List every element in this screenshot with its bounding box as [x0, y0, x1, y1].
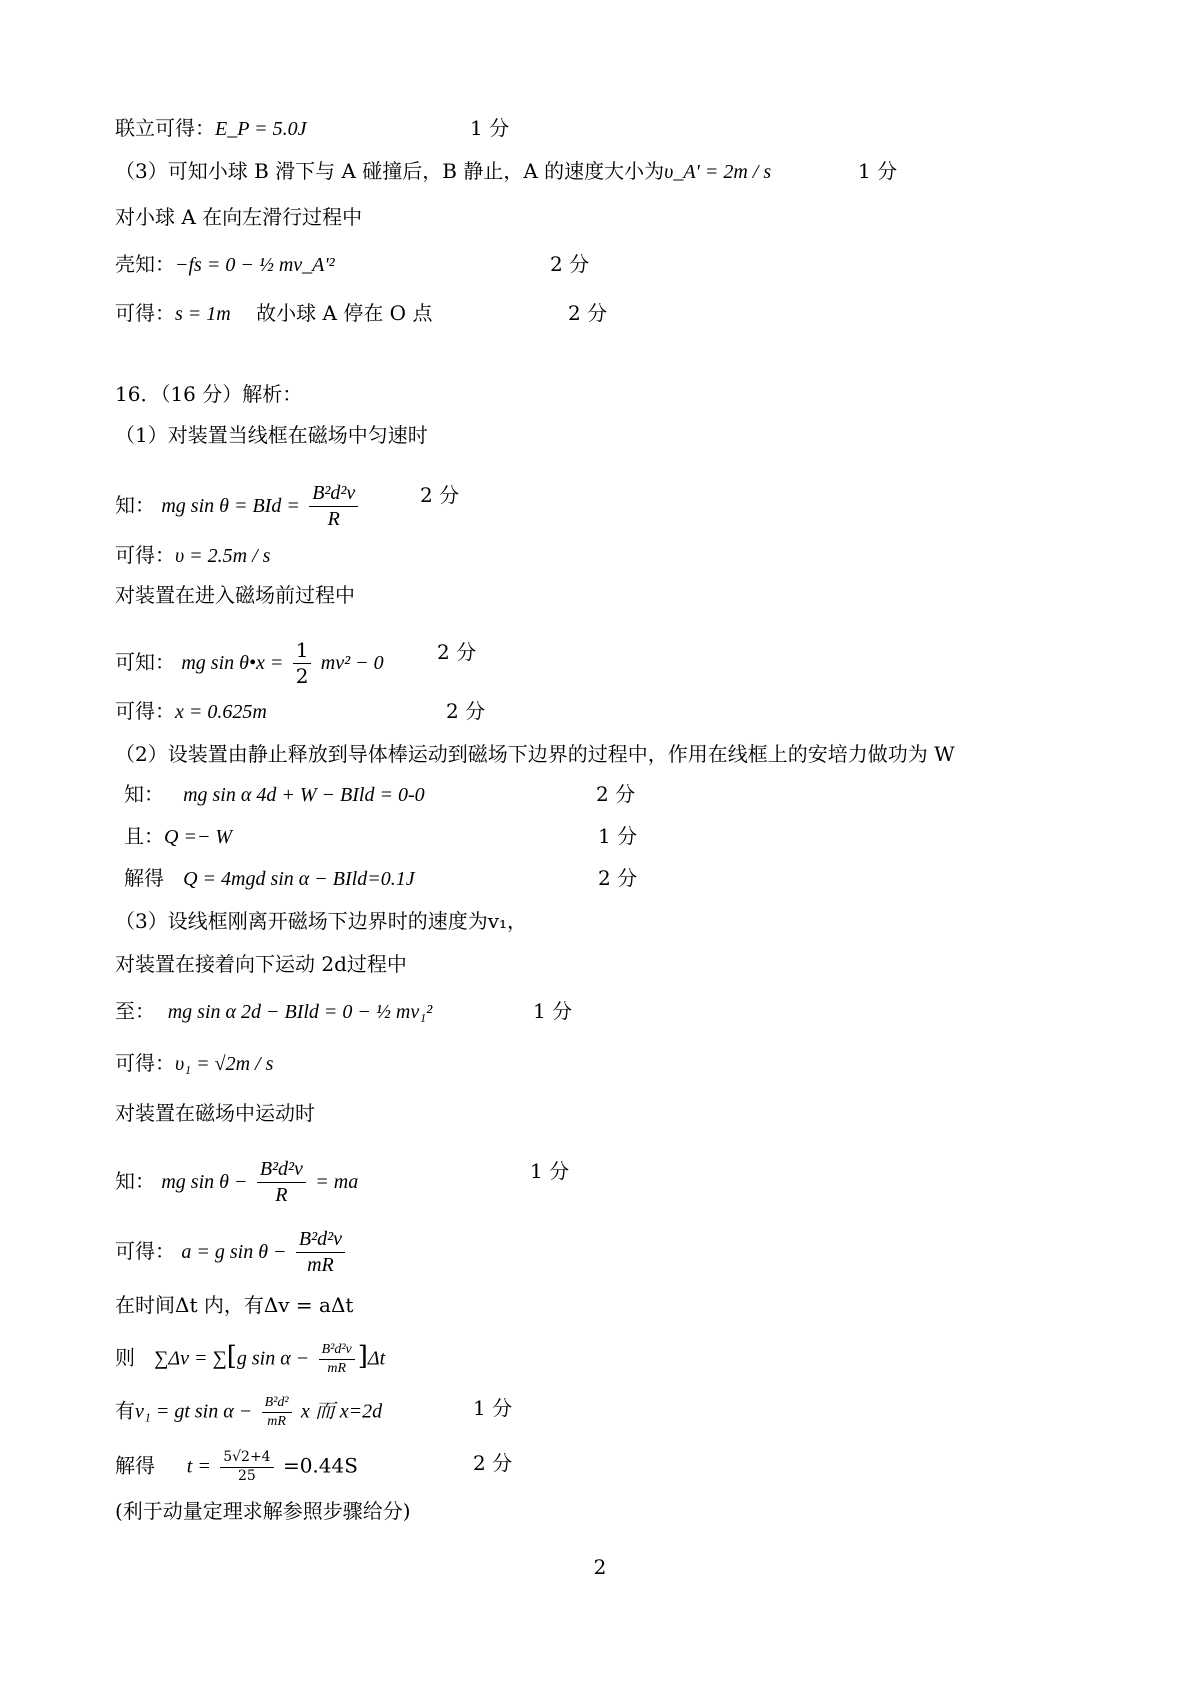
label: 知： [115, 1169, 155, 1193]
label: 至： [115, 999, 155, 1023]
label: 有 [115, 1398, 135, 1423]
equation-inner: g sin α − [236, 1347, 310, 1370]
fraction [257, 1157, 306, 1208]
score: 1 分 [858, 159, 898, 183]
equation-line [124, 780, 425, 809]
equation-lhs: a = g sin θ − [181, 1241, 287, 1263]
denominator: mR [327, 1360, 346, 1376]
page-number: 2 [593, 1555, 607, 1579]
label: 则 [115, 1345, 135, 1370]
score: 1 分 [598, 824, 638, 848]
label: 联立可得： [115, 116, 215, 140]
text-line [115, 541, 270, 570]
equation-line [124, 822, 232, 851]
text: （3）可知小球 B 滑下与 A 碰撞后，B 静止，A 的速度大小为 [115, 159, 665, 183]
equation-lhs: mg sin θ•x = [181, 652, 284, 674]
label: 可得： [115, 1051, 175, 1075]
equation-lhs: ∑Δv = ∑ [154, 1347, 227, 1370]
equation-rhs: =0.44S [282, 1453, 358, 1478]
equation-lhs: mg sin θ − [161, 1171, 248, 1193]
fraction [220, 1449, 273, 1485]
denominator: mR [307, 1254, 334, 1276]
equation: s = 1m [175, 303, 231, 325]
equation: Q =− W [164, 826, 233, 848]
score: 2 分 [550, 252, 590, 276]
score: 2 分 [598, 866, 638, 890]
score: 2 分 [473, 1451, 513, 1475]
fraction [293, 638, 312, 689]
score: 1 分 [470, 116, 510, 140]
label: 可知： [115, 650, 175, 674]
text-line: 对装置在接着向下运动 2d过程中 [115, 952, 407, 976]
right-bracket: ] [357, 1341, 368, 1372]
label: 且： [124, 824, 164, 848]
equation: υ = 2.5m / s [175, 545, 271, 567]
text-line: 对装置在磁场中运动时 [115, 1101, 315, 1125]
label: 可得： [115, 301, 175, 325]
equation-lhs: mg sin θ = BId = [161, 495, 300, 517]
fraction [296, 1227, 345, 1278]
equation: x = 0.625m [175, 701, 267, 723]
score: 1 分 [533, 999, 573, 1023]
numerator: 1 [293, 638, 312, 664]
equation-rhs: = ma [315, 1171, 359, 1193]
text-line [115, 299, 432, 328]
text-line: 在时间Δt 内，有Δv = aΔt [115, 1293, 354, 1317]
text-line [115, 697, 267, 726]
text-line [115, 157, 771, 186]
equation-line [115, 638, 384, 689]
denominator: mR [267, 1413, 286, 1429]
equation: −fs = 0 − ½ mv_A'² [175, 254, 335, 276]
label: 可得： [115, 699, 175, 723]
equation-tail: x 而 x=2d [300, 1400, 383, 1423]
label: 知： [124, 782, 164, 806]
numerator: B²d²v [257, 1157, 306, 1183]
fraction [309, 481, 358, 532]
equation-line [115, 1341, 385, 1377]
equation-tail: Δt [367, 1347, 386, 1370]
label: 解得 [124, 866, 164, 890]
equation-line [115, 1157, 358, 1208]
equation-lhs: t = [186, 1455, 211, 1478]
equation: E_P = 5.0J [215, 118, 307, 140]
text-line [115, 1049, 273, 1078]
denominator: R [327, 508, 340, 530]
label: 解得 [115, 1453, 155, 1478]
equation: υ₁ = √2m / s [175, 1053, 274, 1075]
score: 2 分 [596, 782, 636, 806]
left-bracket: [ [226, 1341, 237, 1372]
numerator: B²d²v [296, 1227, 345, 1253]
fraction [262, 1394, 292, 1430]
score: 1 分 [530, 1159, 570, 1183]
label: 知： [115, 493, 155, 517]
label: 可得： [115, 1239, 175, 1263]
numerator: B²d²v [319, 1341, 355, 1360]
score: 2 分 [437, 640, 477, 664]
text-line: 对小球 A 在向左滑行过程中 [115, 205, 363, 229]
equation: Q = 4mgd sin α − BIld=0.1J [183, 868, 415, 890]
text-line [115, 114, 306, 143]
score: 2 分 [568, 301, 608, 325]
part-title: （2）设装置由静止释放到导体棒运动到磁场下边界的过程中，作用在线框上的安培力做功为 W [115, 742, 955, 766]
equation: mg sin α 4d + W − BIld = 0-0 [183, 784, 425, 806]
note: (利于动量定理求解参照步骤给分) [115, 1499, 411, 1523]
numerator: B²d² [262, 1394, 292, 1413]
fraction [319, 1341, 355, 1377]
equation: υ_A' = 2m / s [664, 161, 772, 183]
label: 壳知： [115, 252, 175, 276]
equation-line [115, 1227, 348, 1278]
score: 2 分 [420, 483, 460, 507]
equation-lhs: v₁ = gt sin α − [135, 1400, 253, 1423]
text: 故小球 A 停在 O 点 [256, 301, 433, 325]
numerator: B²d²v [309, 481, 358, 507]
denominator: 2 [295, 664, 309, 688]
denominator: R [275, 1184, 288, 1206]
equation-line [115, 997, 432, 1026]
numerator: 5√2+4 [220, 1449, 273, 1468]
score: 2 分 [446, 699, 486, 723]
part-title: （1）对装置当线框在磁场中匀速时 [115, 423, 428, 447]
equation-line [124, 864, 415, 893]
problem-header: 16．（16 分）解析： [115, 382, 303, 406]
equation-line [115, 1394, 382, 1430]
text-line [115, 250, 335, 279]
equation-rhs: mv² − 0 [320, 652, 384, 674]
equation: mg sin α 2d − BIld = 0 − ½ mv₁² [167, 1001, 433, 1023]
equation-line [115, 481, 361, 532]
equation-line [115, 1449, 358, 1485]
denominator: 25 [237, 1467, 256, 1484]
score: 1 分 [473, 1396, 513, 1420]
text-line: 对装置在进入磁场前过程中 [115, 583, 355, 607]
label: 可得： [115, 543, 175, 567]
part-title: （3）设线框刚离开磁场下边界时的速度为v₁， [115, 909, 528, 933]
